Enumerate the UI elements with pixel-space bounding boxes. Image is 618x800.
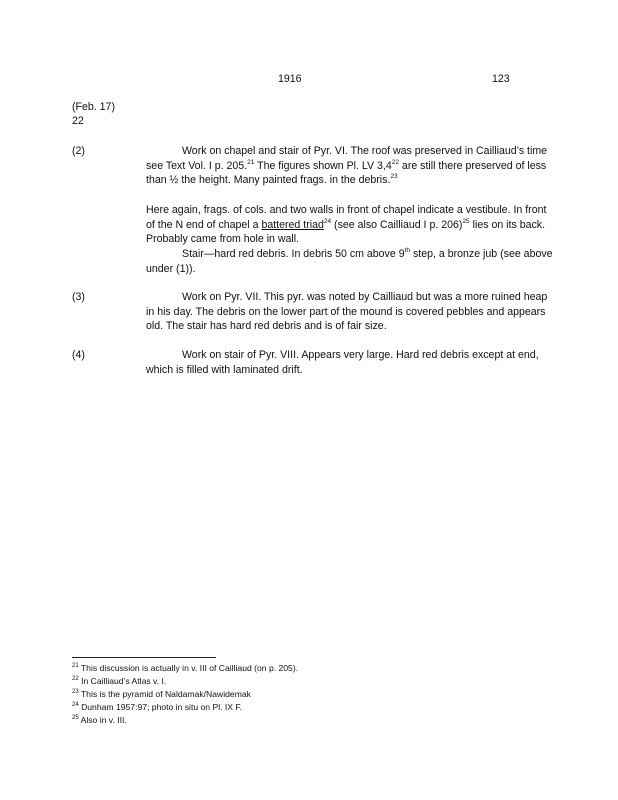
footnote: $^{21}$ This discussion is actually in v. III of Cailliaud (on p. 205).	[72, 663, 299, 673]
footnote-separator	[72, 657, 216, 658]
footnote-ref: 21	[247, 158, 255, 166]
header-year: 1916	[278, 73, 302, 85]
footnote-ref: 23	[390, 173, 398, 181]
footnote-ref: 22	[391, 158, 399, 166]
item-paragraph: Work on Pyr. VII. This pyr. was noted by Cailliaud but was a more ruined heap in his day. The debris on the lower part of the mound is covered pebbles and appears old. The stair has hard red debris and is of fair size.	[146, 291, 548, 333]
item-label: (3)	[72, 291, 85, 303]
entry-date: (Feb. 17)	[72, 101, 115, 113]
item-label: (2)	[72, 145, 85, 157]
entry-day: 22	[72, 115, 84, 127]
footnote: $^{25}$ Also in v. III.	[72, 715, 127, 725]
footnote: $^{22}$ In Cailliaud’s Atlas v. I.	[72, 676, 167, 686]
item-paragraph: Here again, frags. of cols. and two walls in front of chapel indicate a vestibule. In front of the N end of chapel a battered triad$^{24}$ (see also Cailliaud I p. 206)$^{25}$ lies on its back. Probably came from hole in wall.	[146, 204, 547, 246]
item-paragraph: Work on chapel and stair of Pyr. VI. The roof was preserved in Cailliaud’s time see Text Vol. I p. 205.21 The figures shown Pl. LV $3,4^{22}$ are still there preserved of less than ½ the height. Many painted frags. in the debris.$^{23}$	[146, 145, 548, 187]
item-label: (4)	[72, 349, 85, 361]
item-paragraph: Stair—hard red debris. In debris 50 cm above 9th step, a bronze jub (see above under (1)).	[146, 247, 553, 275]
page-number: 123	[492, 73, 510, 85]
footnote-ref: 24	[323, 217, 332, 225]
ordinal-suffix: th	[404, 247, 411, 254]
footnote-ref: 25	[462, 217, 470, 225]
underlined-term: battered triad	[261, 218, 324, 231]
footnote: $^{23}$ This is the pyramid of Naldamak/Nawidemak	[72, 689, 251, 699]
item-paragraph: Work on stair of Pyr. VIII. Appears very large. Hard red debris except at end, which is filled with laminated drift.	[146, 349, 539, 376]
footnote: $^{24}$ Dunham 1957:97; photo in situ on Pl. IX F.	[72, 702, 243, 712]
